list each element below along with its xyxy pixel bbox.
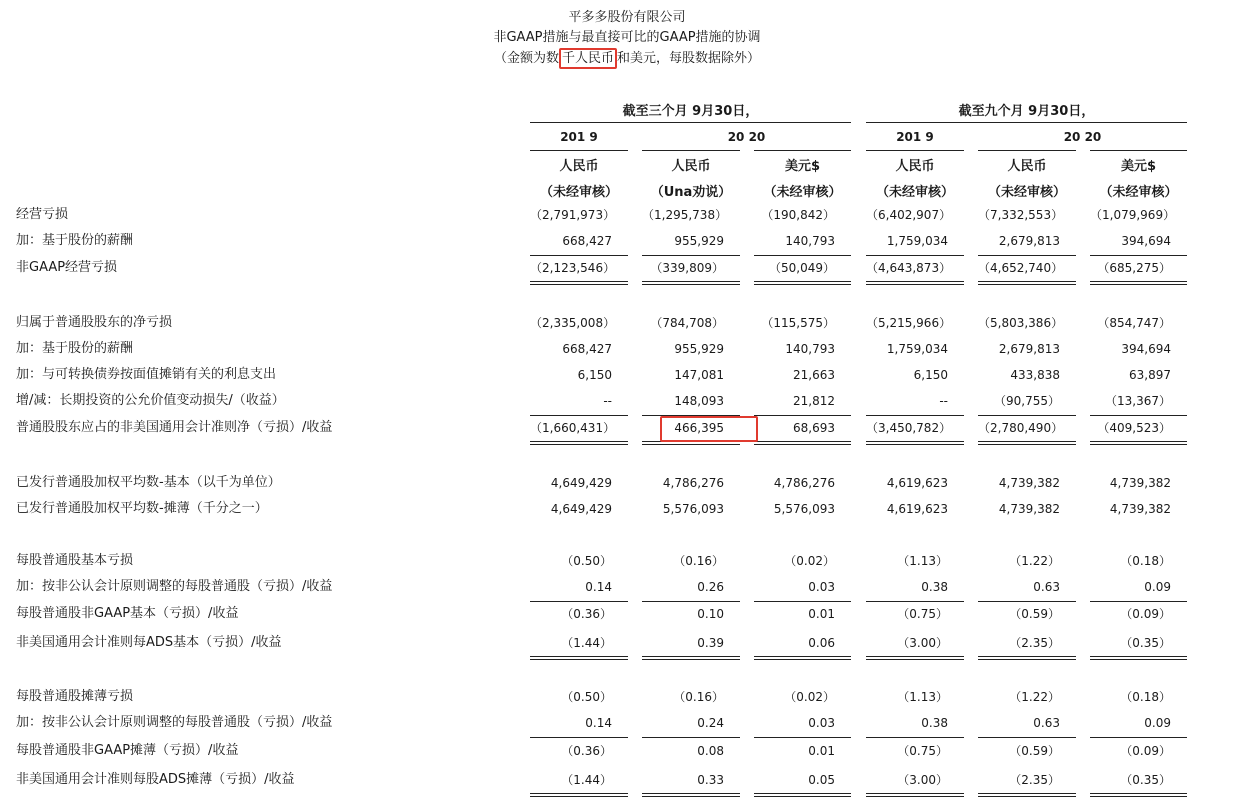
column-currency-3: 美元$ — [784, 159, 821, 174]
row-label: 经营亏损 — [16, 207, 69, 222]
total-rule-top — [754, 441, 851, 442]
cell-value: 0.09 — [1144, 716, 1171, 730]
cell-value: 1,759,034 — [886, 342, 948, 356]
cell-value: （6,402,907） — [866, 208, 952, 222]
column-currency-4: 人民币 — [895, 159, 935, 174]
cell-value: （2,791,973） — [530, 208, 616, 222]
table-row — [0, 228, 1254, 254]
row-label: 加：与可转换债券按面值摊销有关的利息支出 — [16, 367, 277, 382]
amount-note — [0, 48, 1254, 69]
cell-value: （0.18） — [1120, 690, 1171, 704]
cell-value: 0.38 — [921, 716, 948, 730]
cell-value: 0.05 — [808, 773, 835, 787]
row-label: 加：按非公认会计原则调整的每股普通股（亏损）/收益 — [16, 579, 333, 594]
cell-value: （0.35） — [1120, 773, 1171, 787]
cell-value: （5,803,386） — [978, 316, 1064, 330]
cell-value: 0.01 — [808, 607, 835, 621]
cell-value: （0.75） — [897, 607, 948, 621]
highlight-box — [660, 416, 758, 442]
table-row — [0, 202, 1254, 228]
cell-value: 140,793 — [785, 234, 835, 248]
column-rule-4 — [866, 150, 964, 151]
highlighted-unit: 千人民币 — [559, 48, 617, 69]
year-9m-2020: 20 20 — [1063, 130, 1102, 144]
cell-value: 147,081 — [674, 368, 724, 382]
total-rule-bottom — [978, 659, 1076, 660]
total-rule-bottom — [1090, 659, 1187, 660]
cell-value: （2,335,008） — [530, 316, 616, 330]
cell-value: （0.09） — [1120, 607, 1171, 621]
amount-note-prefix: （金额为数 — [493, 51, 559, 66]
total-rule-top — [530, 793, 628, 794]
cell-value: （1.13） — [897, 690, 948, 704]
cell-value: （409,523） — [1097, 421, 1171, 435]
column-rule-5 — [978, 150, 1076, 151]
total-rule-top — [1090, 441, 1187, 442]
cell-value: 0.09 — [1144, 580, 1171, 594]
total-rule-top — [530, 441, 628, 442]
total-rule-bottom — [978, 284, 1076, 285]
total-rule-top — [642, 793, 740, 794]
row-label: 每股普通股非GAAP摊薄（亏损）/收益 — [16, 743, 239, 758]
cell-value: 0.26 — [697, 580, 724, 594]
cell-value: 4,619,623 — [886, 502, 948, 516]
column-currency-2: 人民币 — [671, 159, 711, 174]
cell-value: （1,295,738） — [642, 208, 728, 222]
cell-value: （2.35） — [1009, 636, 1060, 650]
year-q-2019: 201 9 — [560, 130, 598, 144]
row-label: 非美国通用会计准则每ADS基本（亏损）/收益 — [16, 635, 282, 650]
cell-value: 21,812 — [793, 394, 835, 408]
table-row — [0, 496, 1254, 522]
cell-value: 2,679,813 — [998, 342, 1060, 356]
cell-value: 4,619,623 — [886, 476, 948, 490]
total-rule-bottom — [530, 659, 628, 660]
row-label: 加：按非公认会计原则调整的每股普通股（亏损）/收益 — [16, 715, 333, 730]
total-rule-top — [754, 656, 851, 657]
cell-value: 0.14 — [585, 580, 612, 594]
column-audit-note-2: （Una劝说） — [650, 185, 732, 200]
cell-value: （1.13） — [897, 554, 948, 568]
cell-value: （90,755） — [994, 394, 1060, 408]
row-label: 增/减：长期投资的公允价值变动损失/（收益） — [16, 393, 285, 408]
cell-value: 955,929 — [674, 342, 724, 356]
cell-value: （0.36） — [561, 744, 612, 758]
cell-value: 4,786,276 — [662, 476, 724, 490]
table-row — [0, 574, 1254, 600]
cell-value: 148,093 — [674, 394, 724, 408]
cell-value: 394,694 — [1121, 342, 1171, 356]
column-currency-5: 人民币 — [1007, 159, 1047, 174]
cell-value: 4,786,276 — [773, 476, 835, 490]
cell-value: 0.33 — [697, 773, 724, 787]
total-rule-bottom — [530, 796, 628, 797]
cell-value: （2.35） — [1009, 773, 1060, 787]
total-rule-bottom — [754, 444, 851, 445]
row-label: 普通股股东应占的非美国通用会计准则净（亏损）/收益 — [16, 420, 333, 435]
cell-value: 466,395 — [674, 421, 724, 435]
cell-value: 955,929 — [674, 234, 724, 248]
cell-value: （3.00） — [897, 773, 948, 787]
table-row — [0, 601, 1254, 627]
cell-value: （0.50） — [561, 554, 612, 568]
total-rule-bottom — [754, 659, 851, 660]
cell-value: （1.22） — [1009, 554, 1060, 568]
cell-value: （0.59） — [1009, 607, 1060, 621]
table-row — [0, 684, 1254, 710]
cell-value: （50,049） — [769, 261, 835, 275]
total-rule-bottom — [754, 284, 851, 285]
cell-value: 394,694 — [1121, 234, 1171, 248]
table-row — [0, 336, 1254, 362]
table-row — [0, 310, 1254, 336]
cell-value: （4,652,740） — [978, 261, 1064, 275]
cell-value: 1,759,034 — [886, 234, 948, 248]
row-label: 非GAAP经营亏损 — [16, 260, 118, 275]
total-rule-top — [978, 441, 1076, 442]
cell-value: （0.50） — [561, 690, 612, 704]
cell-value: 4,739,382 — [998, 502, 1060, 516]
total-rule-bottom — [866, 284, 964, 285]
total-rule-bottom — [642, 444, 740, 445]
column-audit-note-1: （未经审核） — [539, 185, 618, 200]
cell-value: 0.03 — [808, 580, 835, 594]
cell-value: 63,897 — [1129, 368, 1171, 382]
cell-value: （115,575） — [761, 316, 835, 330]
cell-value: 0.24 — [697, 716, 724, 730]
cell-value: 433,838 — [1010, 368, 1060, 382]
cell-value: （2,780,490） — [978, 421, 1064, 435]
row-label: 每股普通股摊薄亏损 — [16, 689, 134, 704]
row-label: 已发行普通股加权平均数-基本（以千为单位） — [16, 475, 281, 490]
cell-value: （1.44） — [561, 773, 612, 787]
year-9m-2019: 201 9 — [896, 130, 934, 144]
cell-value: （0.02） — [784, 690, 835, 704]
total-rule-top — [1090, 656, 1187, 657]
cell-value: （685,275） — [1097, 261, 1171, 275]
cell-value: （190,842） — [761, 208, 835, 222]
cell-value: （1.22） — [1009, 690, 1060, 704]
cell-value: （0.36） — [561, 607, 612, 621]
cell-value: 0.06 — [808, 636, 835, 650]
total-rule-bottom — [642, 659, 740, 660]
column-rule-6 — [1090, 150, 1187, 151]
total-rule-top — [530, 281, 628, 282]
total-rule-top — [530, 656, 628, 657]
cell-value: （0.16） — [673, 690, 724, 704]
cell-value: 0.38 — [921, 580, 948, 594]
table-row — [0, 470, 1254, 496]
table-row — [0, 738, 1254, 764]
cell-value: 4,739,382 — [1109, 476, 1171, 490]
row-label: 归属于普通股股东的净亏损 — [16, 315, 173, 330]
cell-value: （0.59） — [1009, 744, 1060, 758]
cell-value: 140,793 — [785, 342, 835, 356]
total-rule-bottom — [1090, 796, 1187, 797]
cell-value: （0.75） — [897, 744, 948, 758]
cell-value: 68,693 — [793, 421, 835, 435]
column-rule-2 — [642, 150, 740, 151]
cell-value: 2,679,813 — [998, 234, 1060, 248]
total-rule-top — [1090, 281, 1187, 282]
cell-value: 6,150 — [913, 368, 948, 382]
total-rule-bottom — [1090, 284, 1187, 285]
row-label: 加：基于股份的薪酬 — [16, 341, 134, 356]
row-label: 每股普通股非GAAP基本（亏损）/收益 — [16, 606, 239, 621]
total-rule-top — [866, 441, 964, 442]
total-rule-top — [1090, 793, 1187, 794]
total-rule-bottom — [866, 796, 964, 797]
total-rule-top — [978, 656, 1076, 657]
company-name: 平多多股份有限公司 — [568, 10, 686, 25]
row-label: 加：基于股份的薪酬 — [16, 233, 134, 248]
cell-value: （5,215,966） — [866, 316, 952, 330]
cell-value: 668,427 — [562, 342, 612, 356]
cell-value: 0.01 — [808, 744, 835, 758]
total-rule-top — [642, 281, 740, 282]
total-rule-bottom — [754, 796, 851, 797]
period-nine-months-rule — [866, 122, 1187, 123]
cell-value: （1,079,969） — [1090, 208, 1176, 222]
total-rule-bottom — [642, 796, 740, 797]
table-row — [0, 710, 1254, 736]
cell-value: （339,809） — [650, 261, 724, 275]
period-three-months-rule — [530, 122, 851, 123]
period-nine-months: 截至九个月 9月30日， — [958, 104, 1095, 119]
cell-value: （2,123,546） — [530, 261, 616, 275]
cell-value: （7,332,553） — [978, 208, 1064, 222]
cell-value: （0.35） — [1120, 636, 1171, 650]
table-row — [0, 630, 1254, 656]
column-audit-note-6: （未经审核） — [1099, 185, 1178, 200]
table-row — [0, 548, 1254, 574]
column-rule-3 — [754, 150, 851, 151]
cell-value: -- — [603, 394, 612, 408]
row-label: 非美国通用会计准则每股ADS摊薄（亏损）/收益 — [16, 772, 295, 787]
table-row — [0, 767, 1254, 793]
column-audit-note-3: （未经审核） — [763, 185, 842, 200]
cell-value: 0.14 — [585, 716, 612, 730]
total-rule-top — [866, 656, 964, 657]
table-row — [0, 255, 1254, 281]
column-audit-note-4: （未经审核） — [875, 185, 954, 200]
year-q-2020: 20 20 — [727, 130, 766, 144]
total-rule-bottom — [530, 284, 628, 285]
cell-value: （3.00） — [897, 636, 948, 650]
cell-value: （0.02） — [784, 554, 835, 568]
cell-value: （784,708） — [650, 316, 724, 330]
total-rule-top — [978, 281, 1076, 282]
cell-value: （1,660,431） — [530, 421, 616, 435]
total-rule-top — [754, 281, 851, 282]
amount-note-suffix: 和美元，每股数据除外） — [617, 51, 761, 66]
report-subtitle: 非GAAP措施与最直接可比的GAAP措施的协调 — [493, 30, 761, 45]
cell-value: 0.63 — [1033, 716, 1060, 730]
total-rule-bottom — [978, 444, 1076, 445]
total-rule-bottom — [642, 284, 740, 285]
cell-value: 4,649,429 — [550, 476, 612, 490]
total-rule-top — [978, 793, 1076, 794]
cell-value: 668,427 — [562, 234, 612, 248]
cell-value: （13,367） — [1105, 394, 1171, 408]
total-rule-bottom — [1090, 444, 1187, 445]
cell-value: （4,643,873） — [866, 261, 952, 275]
period-three-months: 截至三个月 9月30日， — [622, 104, 759, 119]
table-row — [0, 362, 1254, 388]
cell-value: （1.44） — [561, 636, 612, 650]
total-rule-bottom — [866, 659, 964, 660]
cell-value: 0.10 — [697, 607, 724, 621]
cell-value: 4,649,429 — [550, 502, 612, 516]
cell-value: -- — [939, 394, 948, 408]
cell-value: 5,576,093 — [773, 502, 835, 516]
cell-value: 4,739,382 — [998, 476, 1060, 490]
cell-value: 4,739,382 — [1109, 502, 1171, 516]
cell-value: 0.08 — [697, 744, 724, 758]
total-rule-bottom — [978, 796, 1076, 797]
column-currency-6: 美元$ — [1120, 159, 1157, 174]
row-label: 每股普通股基本亏损 — [16, 553, 134, 568]
table-row — [0, 415, 1254, 441]
total-rule-top — [642, 656, 740, 657]
cell-value: 0.63 — [1033, 580, 1060, 594]
cell-value: 0.39 — [697, 636, 724, 650]
column-audit-note-5: （未经审核） — [987, 185, 1066, 200]
cell-value: （0.16） — [673, 554, 724, 568]
total-rule-top — [754, 793, 851, 794]
cell-value: （854,747） — [1097, 316, 1171, 330]
cell-value: （3,450,782） — [866, 421, 952, 435]
cell-value: （0.18） — [1120, 554, 1171, 568]
total-rule-bottom — [866, 444, 964, 445]
cell-value: 5,576,093 — [662, 502, 724, 516]
cell-value: 0.03 — [808, 716, 835, 730]
total-rule-bottom — [530, 444, 628, 445]
cell-value: 6,150 — [577, 368, 612, 382]
total-rule-top — [866, 281, 964, 282]
cell-value: 21,663 — [793, 368, 835, 382]
table-row — [0, 388, 1254, 414]
total-rule-top — [866, 793, 964, 794]
cell-value: （0.09） — [1120, 744, 1171, 758]
row-label: 已发行普通股加权平均数-摊薄（千分之一） — [16, 501, 268, 516]
column-currency-1: 人民币 — [559, 159, 599, 174]
column-rule-1 — [530, 150, 628, 151]
